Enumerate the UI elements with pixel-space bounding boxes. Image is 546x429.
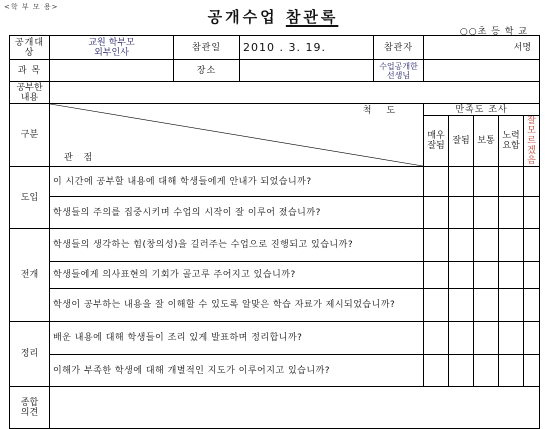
scale-3-line-2: 요함 bbox=[502, 141, 520, 151]
rating-cell[interactable] bbox=[424, 355, 449, 387]
rating-cell[interactable] bbox=[424, 229, 449, 262]
label-date: 참관일 bbox=[174, 36, 240, 60]
scale-4-line-3: 겠음 bbox=[527, 146, 536, 166]
rating-cell[interactable] bbox=[474, 262, 499, 289]
rating-cell[interactable] bbox=[524, 262, 540, 289]
section-label: 전개 bbox=[10, 229, 50, 322]
rating-cell[interactable] bbox=[499, 229, 524, 262]
section-label: 정리 bbox=[10, 322, 50, 387]
overall-line-1: 종합 bbox=[20, 397, 39, 408]
scale-3-line-1: 노력 bbox=[502, 131, 520, 141]
rating-cell[interactable] bbox=[524, 289, 540, 322]
question-text: 학생들의 주의를 집중시키며 수업의 시작이 잘 이루어 졌습니까? bbox=[50, 197, 424, 229]
observer-sign-field[interactable] bbox=[424, 36, 540, 60]
viewpoint-scale-header bbox=[50, 104, 424, 167]
header-row-1 bbox=[10, 104, 540, 116]
rating-cell[interactable] bbox=[499, 289, 524, 322]
content-line-2: 내용 bbox=[20, 92, 39, 103]
rating-cell[interactable] bbox=[524, 322, 540, 355]
scale-needs-effort bbox=[499, 116, 524, 167]
rating-cell[interactable] bbox=[449, 289, 474, 322]
rating-cell[interactable] bbox=[524, 167, 540, 197]
question-text: 학생들에게 의사표현의 기회가 골고루 주어지고 있습니까? bbox=[50, 262, 424, 289]
question-text: 이 시간에 공부할 내용에 대해 학생들에게 안내가 되었습니까? bbox=[50, 167, 424, 197]
rating-cell[interactable] bbox=[524, 197, 540, 229]
rating-cell[interactable] bbox=[449, 229, 474, 262]
title-part-1: 공개수업 bbox=[207, 8, 286, 26]
rating-cell[interactable] bbox=[499, 262, 524, 289]
label-category: 구분 bbox=[10, 104, 50, 167]
rating-cell[interactable] bbox=[424, 262, 449, 289]
scale-good bbox=[449, 116, 474, 167]
info-row-3 bbox=[10, 82, 540, 104]
question-row bbox=[10, 322, 540, 355]
label-teacher bbox=[374, 60, 424, 82]
target-field[interactable] bbox=[50, 36, 174, 60]
label-viewpoint: 관 점 bbox=[64, 153, 97, 163]
rating-cell[interactable] bbox=[499, 197, 524, 229]
scale-2-line-1: 보통 bbox=[477, 136, 495, 146]
label-content bbox=[10, 82, 50, 104]
scale-dont-know bbox=[524, 116, 540, 167]
overall-opinion-row bbox=[10, 387, 540, 429]
date-field[interactable]: 2010 . 3. 19. bbox=[240, 36, 374, 60]
rating-cell[interactable] bbox=[499, 167, 524, 197]
label-target: 공개대상 bbox=[10, 36, 50, 60]
question-row bbox=[10, 167, 540, 197]
info-row-2 bbox=[10, 60, 540, 82]
subject-field[interactable] bbox=[50, 60, 174, 82]
question-row bbox=[10, 229, 540, 262]
question-text: 배운 내용에 대해 학생들이 조리 있게 발표하며 정리합니까? bbox=[50, 322, 424, 355]
rating-cell[interactable] bbox=[524, 355, 540, 387]
content-field[interactable] bbox=[50, 82, 540, 104]
scale-0-line-1: 매우 bbox=[427, 131, 445, 141]
school-name: ○○초 등 학 교 bbox=[459, 27, 528, 37]
scale-very-good bbox=[424, 116, 449, 167]
target-line-1: 교원 학부모 bbox=[88, 37, 135, 48]
question-text: 학생들의 생각하는 힘(창의성)을 길러주는 수업으로 진행되고 있습니까? bbox=[50, 229, 424, 262]
target-line-2: 외부인사 bbox=[94, 47, 129, 58]
label-satisfaction: 만족도 조사 bbox=[424, 104, 540, 116]
teacher-field[interactable] bbox=[424, 60, 540, 82]
scale-4-line-2: 모르 bbox=[527, 126, 536, 146]
rating-cell[interactable] bbox=[424, 197, 449, 229]
label-scale: 척 도 bbox=[362, 106, 402, 116]
label-overall bbox=[10, 387, 50, 429]
rating-cell[interactable] bbox=[449, 167, 474, 197]
rating-cell[interactable] bbox=[474, 355, 499, 387]
question-text: 이해가 부족한 학생에 대해 개별적인 지도가 이루어지고 있습니까? bbox=[50, 355, 424, 387]
rating-cell[interactable] bbox=[474, 289, 499, 322]
question-row bbox=[10, 197, 540, 229]
label-subject: 과 목 bbox=[10, 60, 50, 82]
teacher-line-1: 수업공개한 bbox=[379, 61, 418, 71]
rating-cell[interactable] bbox=[449, 355, 474, 387]
rating-cell[interactable] bbox=[424, 322, 449, 355]
label-observer: 참관자 bbox=[374, 36, 424, 60]
section-label: 도입 bbox=[10, 167, 50, 229]
rating-cell[interactable] bbox=[424, 289, 449, 322]
label-place: 장소 bbox=[174, 60, 240, 82]
scale-normal bbox=[474, 116, 499, 167]
question-row bbox=[10, 355, 540, 387]
overall-line-2: 의견 bbox=[20, 407, 39, 418]
rating-cell[interactable] bbox=[474, 229, 499, 262]
rating-cell[interactable] bbox=[474, 167, 499, 197]
form-tag: <학 부 모 용> bbox=[4, 3, 59, 11]
rating-cell[interactable] bbox=[524, 229, 540, 262]
rating-cell[interactable] bbox=[424, 167, 449, 197]
sign-label: 서명 bbox=[513, 42, 532, 53]
rating-cell[interactable] bbox=[449, 262, 474, 289]
info-row-1 bbox=[10, 36, 540, 60]
rating-cell[interactable] bbox=[499, 322, 524, 355]
rating-cell[interactable] bbox=[449, 322, 474, 355]
observation-form bbox=[9, 35, 540, 429]
rating-cell[interactable] bbox=[449, 197, 474, 229]
question-row bbox=[10, 289, 540, 322]
place-field[interactable] bbox=[240, 60, 374, 82]
overall-opinion-field[interactable] bbox=[50, 387, 540, 429]
rating-cell[interactable] bbox=[499, 355, 524, 387]
scale-0-line-2: 잘됨 bbox=[427, 141, 445, 151]
question-text: 학생이 공부하는 내용을 잘 이해할 수 있도록 알맞은 학습 자료가 제시되었습니까? bbox=[50, 289, 424, 322]
scale-4-line-1: 잘 bbox=[527, 116, 536, 126]
title-part-2: 참관록 bbox=[285, 8, 339, 26]
rating-cell[interactable] bbox=[474, 197, 499, 229]
teacher-line-2: 선생님 bbox=[386, 70, 411, 80]
content-line-1: 공부한 bbox=[16, 82, 43, 93]
rating-cell[interactable] bbox=[474, 322, 499, 355]
question-row bbox=[10, 262, 540, 289]
scale-1-line-1: 잘됨 bbox=[452, 136, 470, 146]
